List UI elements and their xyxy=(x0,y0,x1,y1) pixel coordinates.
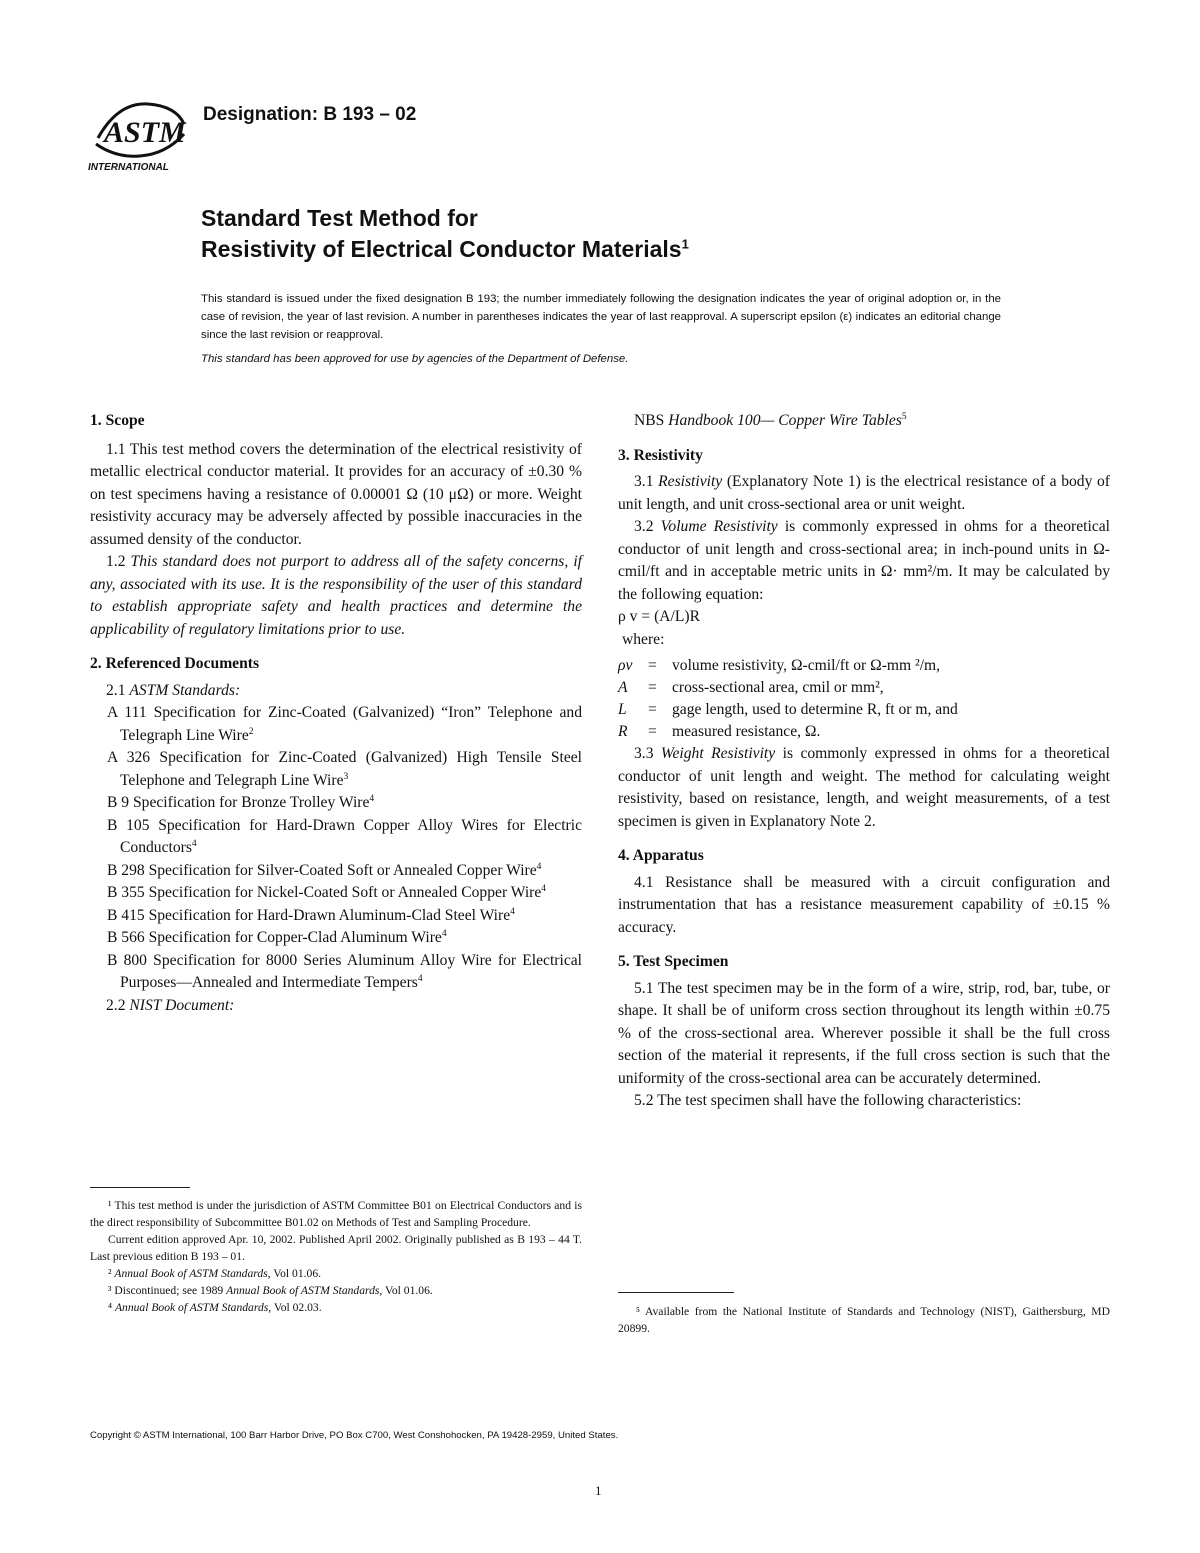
reference-text: B 355 Specification for Nickel-Coated Soft or Annealed Copper Wire xyxy=(107,884,542,901)
reference-item xyxy=(90,747,582,792)
title-footnote-marker: 1 xyxy=(681,236,689,252)
paragraph-3-1 xyxy=(618,471,1110,516)
footnotes-right xyxy=(618,1303,1110,1337)
subsection-2-1 xyxy=(90,680,582,703)
reference-text: B 105 Specification for Hard-Drawn Copper Alloy Wires for Electric Conductors xyxy=(107,816,582,856)
paragraph-number: 1.2 xyxy=(106,553,131,570)
where-label: where: xyxy=(622,630,665,648)
footnote-marker: 5 xyxy=(901,411,907,422)
reference-item xyxy=(90,950,582,995)
defined-term: Resistivity xyxy=(658,473,723,490)
footnote-rule xyxy=(90,1187,190,1188)
reference-item xyxy=(90,792,582,815)
paragraph-5-1: 5.1 The test specimen may be in the form of a wire, strip, rod, bar, tube, or shape. It shall be of uniform cross section throughout its length within ±0.75 % of the cross-sectional area. Wherever possible it shall be the full cross section of the material it represents, if the full cross section is such that the uniformity of the cross-sectional area can be accurately determined. xyxy=(618,979,1110,1087)
safety-caveat: This standard does not purport to address all of the safety concerns, if any, associated with its use. It is the responsibility of the user of this standard to establish appropriate safety and health practices and determine the applicability of regulatory limitations prior to use. xyxy=(90,553,582,638)
page-number: 1 xyxy=(595,1483,602,1498)
reference-list xyxy=(90,702,582,995)
footnote-source: Annual Book of ASTM Standards xyxy=(114,1267,268,1280)
reference-text: A 326 Specification for Zinc-Coated (Galvanized) High Tensile Steel Telephone and Telegraph Line Wire xyxy=(107,749,582,789)
definition-symbol: L xyxy=(618,701,627,718)
copyright-notice: Copyright © ASTM International, 100 Barr Harbor Drive, PO Box C700, West Conshohocken, PA 19428-2959, United States. xyxy=(90,1430,619,1441)
paragraph-4-1: 4.1 Resistance shall be measured with a circuit configuration and instrumentation that has a resistance measurement capability of ±0.15 % accuracy. xyxy=(618,873,1110,936)
paragraph-text: is commonly expressed in ohms for a theoretical conductor of unit length and cross-sectional area; in inch-pound units in Ω-cmil/ft and in acceptable metric units in Ω· mm²/m. It may be calculated by the following equation: xyxy=(618,518,1110,603)
definition-equals: = xyxy=(648,679,657,696)
variable-definitions xyxy=(618,655,1110,743)
definition-row xyxy=(618,721,1110,743)
defined-term: Weight Resistivity xyxy=(660,745,776,762)
reference-item xyxy=(90,905,582,928)
issue-notice xyxy=(201,290,1001,368)
reference-text: B 800 Specification for 8000 Series Aluminum Alloy Wire for Electrical Purposes—Annealed and Intermediate Tempers xyxy=(107,951,582,991)
subsection-2-2 xyxy=(90,995,582,1018)
footnotes-left xyxy=(90,1197,582,1316)
footnote-volume: , Vol 01.06. xyxy=(379,1284,433,1297)
title-line1: Standard Test Method for xyxy=(201,205,478,231)
paragraph-number: 3.1 xyxy=(634,473,659,490)
title-line2 xyxy=(201,234,689,265)
footnote-1-edition: Current edition approved Apr. 10, 2002. Published April 2002. Originally published as B 193 – 44 T. Last previous edition B 193 – 01. xyxy=(90,1233,582,1263)
subsection-title: ASTM Standards: xyxy=(129,681,241,699)
definition-equals: = xyxy=(648,657,657,674)
defined-term: Volume Resistivity xyxy=(660,518,778,535)
paragraph-text: (Explanatory Note 1) is the electrical resistance of a body of unit length, and unit cross-sectional area or unit weight. xyxy=(618,473,1111,513)
definition-symbol: A xyxy=(618,679,628,696)
right-column xyxy=(618,410,1110,1113)
left-column xyxy=(90,410,582,1017)
section-heading-test-specimen: 5. Test Specimen xyxy=(618,953,729,970)
paragraph-number: 2.1 xyxy=(106,681,130,699)
footnote-marker: 4 xyxy=(369,793,375,804)
paragraph-text: is commonly expressed in ohms for a theoretical conductor of unit length and weight. The method for calculating weight resistivity, based on resistance, length, and weight measurements, of a test specimen is given in Explanatory Note 2. xyxy=(618,745,1110,830)
footnote-volume: , Vol 02.03. xyxy=(268,1301,322,1314)
definition-equals: = xyxy=(648,723,657,740)
footnote-marker: 3 xyxy=(343,771,349,782)
section-heading-referenced-documents: 2. Referenced Documents xyxy=(90,655,260,672)
definition-text: measured resistance, Ω. xyxy=(672,723,821,740)
definition-row xyxy=(618,655,1110,677)
definition-text: cross-sectional area, cmil or mm², xyxy=(672,679,884,696)
footnote-marker: ³ Discontinued; see 1989 xyxy=(108,1284,227,1297)
nbs-reference xyxy=(618,410,1110,433)
footnote-marker: 4 xyxy=(191,838,197,849)
notice-text: This standard is issued under the fixed designation B 193; the number immediately following the designation indicates the year of original adoption or, in the case of revision, the year of last revision. A number in parentheses indicates the year of last reapproval. A superscript epsilon (ε) indicates an editorial change since the last revision or reapproval. xyxy=(201,293,1001,341)
footnote-marker: 4 xyxy=(417,973,423,984)
footnote-rule xyxy=(618,1292,734,1293)
paragraph-1-1: 1.1 This test method covers the determination of the electrical resistivity of metallic electrical conductor material. It provides for an accuracy of ±0.30 % on test specimens having a resistance of 0.00001 Ω (10 μΩ) or more. Weight resistivity accuracy may be adversely affected by possible inaccuracies in the assumed density of the conductor. xyxy=(90,440,582,548)
paragraph-number: 3.3 xyxy=(634,745,661,762)
resistivity-equation: ρ v = (A/L)R xyxy=(618,608,700,625)
reference-text: B 298 Specification for Silver-Coated Soft or Annealed Copper Wire xyxy=(107,861,537,879)
paragraph-5-2: 5.2 The test specimen shall have the following characteristics: xyxy=(634,1092,1022,1109)
footnote-3 xyxy=(90,1282,582,1299)
footnote-marker: ⁴ xyxy=(108,1301,115,1314)
footnote-1: ¹ This test method is under the jurisdiction of ASTM Committee B01 on Electrical Conductors and is the direct responsibility of Subcommittee B01.02 on Methods of Test and Sampling Procedure. xyxy=(90,1199,582,1229)
footnote-2 xyxy=(90,1265,582,1282)
reference-text: B 9 Specification for Bronze Trolley Wire xyxy=(107,794,370,811)
definition-row xyxy=(618,699,1110,721)
reference-text: A 111 Specification for Zinc-Coated (Galvanized) “Iron” Telephone and Telegraph Line Wire xyxy=(107,704,582,744)
section-heading-apparatus: 4. Apparatus xyxy=(618,847,704,864)
definition-equals: = xyxy=(648,701,657,718)
reference-item xyxy=(90,815,582,860)
definition-row xyxy=(618,677,1110,699)
section-heading-resistivity: 3. Resistivity xyxy=(618,446,703,464)
title-line2-text: Resistivity of Electrical Conductor Materials xyxy=(201,236,682,262)
nbs-prefix: NBS xyxy=(634,412,669,429)
paragraph-3-2 xyxy=(618,516,1110,606)
footnote-marker: ² xyxy=(108,1267,115,1280)
reference-item xyxy=(90,882,582,905)
reference-item xyxy=(90,702,582,747)
footnote-marker: 2 xyxy=(248,726,254,737)
astm-logo-icon xyxy=(88,94,188,174)
dod-notice: This standard has been approved for use by agencies of the Department of Defense. xyxy=(201,353,629,365)
footnote-marker: 4 xyxy=(536,861,542,872)
footnote-5: ⁵ Available from the National Institute of Standards and Technology (NIST), Gaithersburg, MD 20899. xyxy=(618,1305,1110,1335)
footnote-source: Annual Book of ASTM Standards xyxy=(114,1301,269,1314)
subsection-title: NIST Document: xyxy=(129,996,235,1014)
reference-text: B 415 Specification for Hard-Drawn Aluminum-Clad Steel Wire xyxy=(107,906,511,924)
paragraph-number: 2.2 xyxy=(106,996,130,1014)
definition-symbol: ρv xyxy=(618,657,633,674)
reference-item xyxy=(90,927,582,950)
paragraph-3-3 xyxy=(618,743,1110,833)
logo-subtext: INTERNATIONAL xyxy=(88,162,169,173)
reference-item xyxy=(90,860,582,883)
logo-letters: ASTM xyxy=(104,116,186,149)
footnote-volume: , Vol 01.06. xyxy=(267,1267,322,1280)
nbs-title: Handbook 100— Copper Wire Tables xyxy=(668,412,902,429)
footnote-marker: 4 xyxy=(441,928,447,939)
footnote-marker: 4 xyxy=(541,883,547,894)
designation: Designation: B 193 – 02 xyxy=(203,104,417,125)
astm-logo xyxy=(88,94,188,174)
paragraph-number: 3.2 xyxy=(634,518,661,535)
section-heading-scope: 1. Scope xyxy=(90,412,145,429)
footnote-4 xyxy=(90,1299,582,1316)
footnote-marker: 4 xyxy=(510,906,515,917)
definition-text: volume resistivity, Ω-cmil/ft or Ω-mm ²/m, xyxy=(672,657,941,674)
definition-text: gage length, used to determine R, ft or m, and xyxy=(672,701,958,718)
reference-text: B 566 Specification for Copper-Clad Aluminum Wire xyxy=(107,929,442,946)
document-title xyxy=(201,203,689,265)
paragraph-1-2 xyxy=(90,551,582,641)
definition-symbol: R xyxy=(618,723,628,740)
footnote-source: Annual Book of ASTM Standards xyxy=(226,1284,380,1297)
